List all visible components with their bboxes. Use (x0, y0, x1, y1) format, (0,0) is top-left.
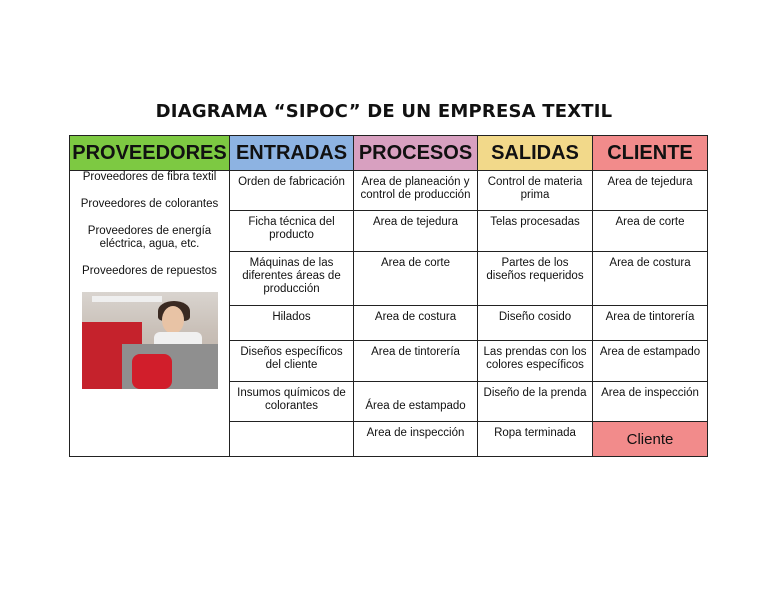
salida-cell: Diseño de la prenda (478, 382, 593, 422)
proceso-cell: Area de tejedura (354, 211, 478, 252)
entrada-cell: Diseños específicos del cliente (230, 341, 354, 382)
header-entradas: ENTRADAS (230, 136, 354, 171)
header-salidas: SALIDAS (478, 136, 593, 171)
factory-worker-photo (82, 292, 218, 389)
proceso-cell: Area de corte (354, 252, 478, 306)
header-proveedores: PROVEEDORES (70, 136, 230, 171)
cliente-cell: Area de tejedura (593, 171, 708, 211)
cliente-cell: Area de tintorería (593, 306, 708, 341)
list-item: Proveedores de colorantes (80, 198, 219, 210)
salida-cell: Las prendas con los colores específicos (478, 341, 593, 382)
entrada-cell: Insumos químicos de colorantes (230, 382, 354, 422)
cliente-final-cell: Cliente (593, 422, 708, 457)
list-item: Proveedores de repuestos (82, 265, 217, 277)
cliente-cell: Area de estampado (593, 341, 708, 382)
entrada-cell: Orden de fabricación (230, 171, 354, 211)
salida-cell: Ropa terminada (478, 422, 593, 457)
page-title: DIAGRAMA “SIPOC” DE UN EMPRESA TEXTIL (155, 101, 613, 122)
list-item: Proveedores de fibra textil (82, 171, 217, 183)
proveedores-cell (70, 171, 230, 457)
sipoc-table (69, 135, 708, 457)
cliente-cell: Area de costura (593, 252, 708, 306)
header-cliente: CLIENTE (593, 136, 708, 171)
salida-cell: Control de materia prima (478, 171, 593, 211)
entrada-cell (230, 422, 354, 457)
cliente-cell: Area de inspección (593, 382, 708, 422)
proceso-cell: Área de estampado (354, 382, 478, 422)
table-row (70, 171, 708, 211)
proceso-cell: Area de costura (354, 306, 478, 341)
entrada-cell: Ficha técnica del producto (230, 211, 354, 252)
proceso-cell: Area de tintorería (354, 341, 478, 382)
entrada-cell: Hilados (230, 306, 354, 341)
proceso-cell: Area de inspección (354, 422, 478, 457)
header-procesos: PROCESOS (354, 136, 478, 171)
salida-cell: Partes de los diseños requeridos (478, 252, 593, 306)
header-row (70, 136, 708, 171)
list-item: Proveedores de energía eléctrica, agua, etc. (87, 225, 212, 250)
salida-cell: Telas procesadas (478, 211, 593, 252)
entrada-cell: Máquinas de las diferentes áreas de producción (230, 252, 354, 306)
proceso-cell: Area de planeación y control de producción (354, 171, 478, 211)
salida-cell: Diseño cosido (478, 306, 593, 341)
cliente-cell: Area de corte (593, 211, 708, 252)
